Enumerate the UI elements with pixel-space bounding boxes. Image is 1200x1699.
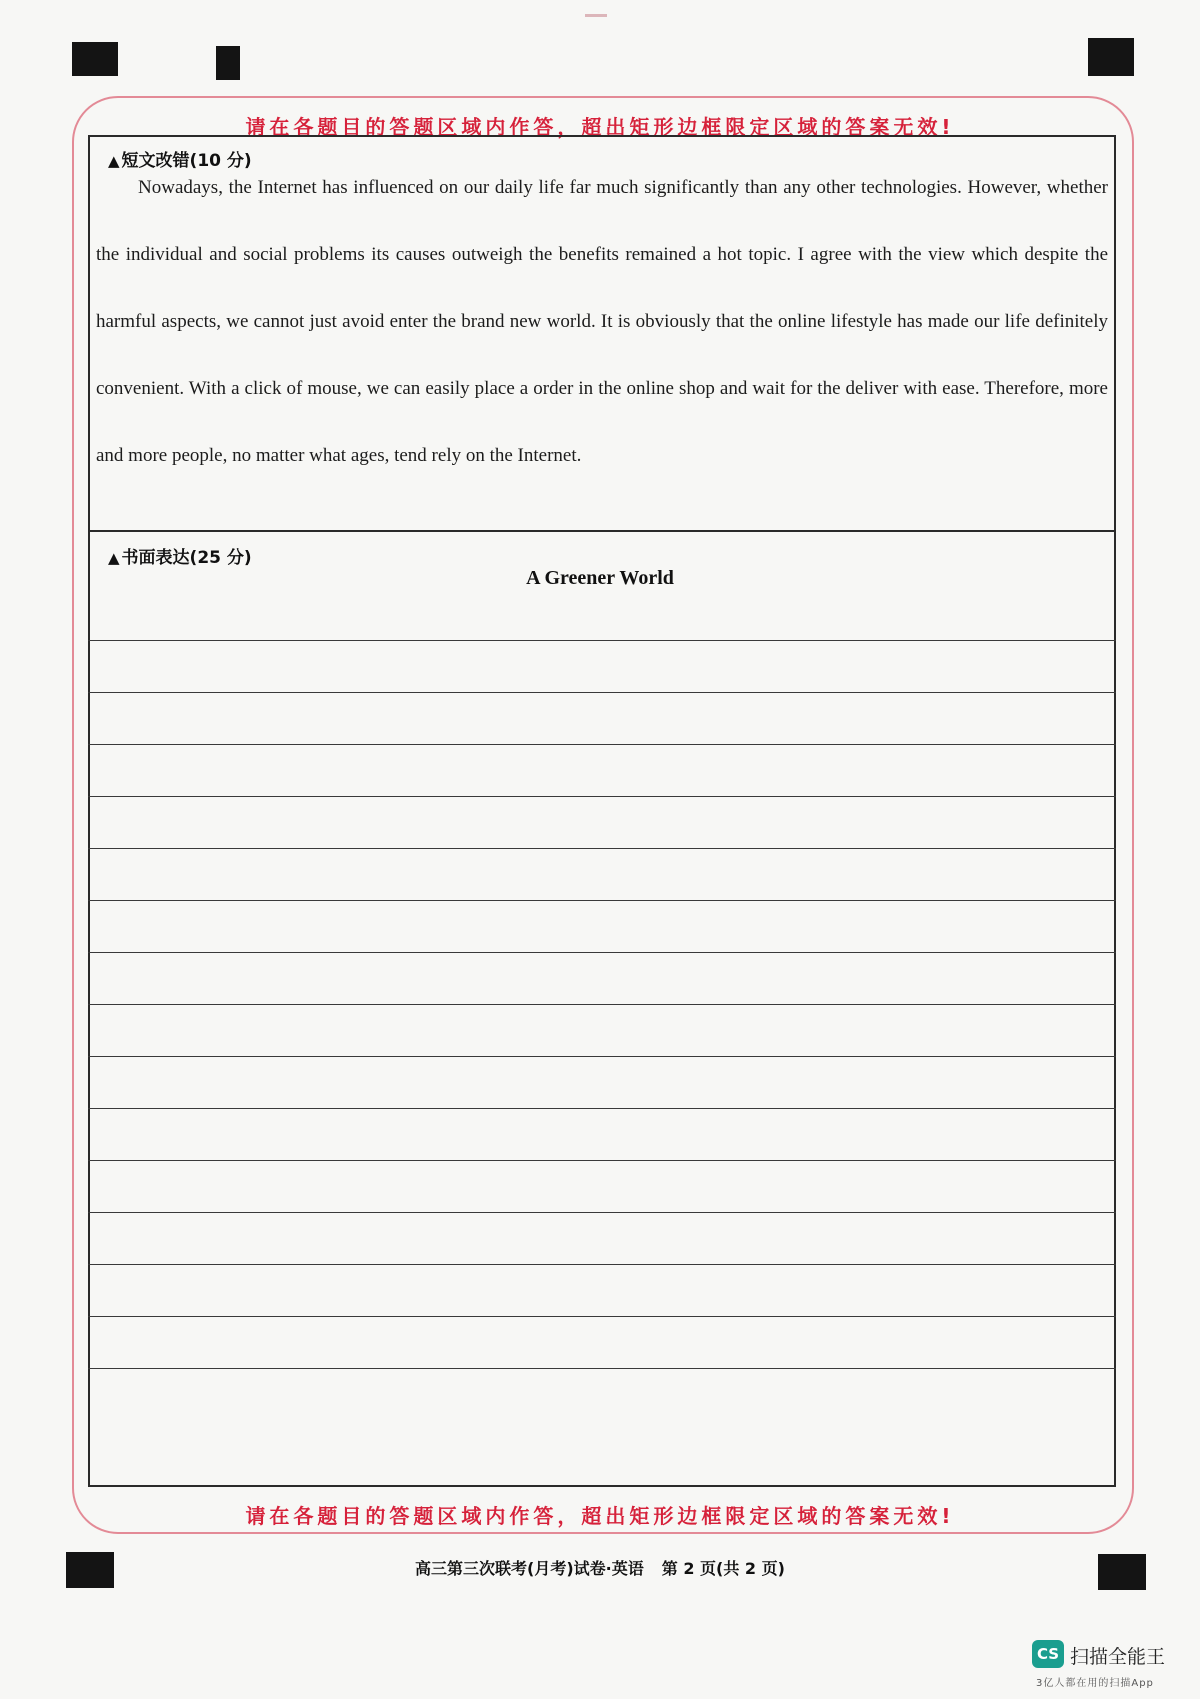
- triangle-icon: ▲: [108, 152, 120, 170]
- registration-mark-top-left: [72, 42, 118, 76]
- writing-line: [88, 640, 1116, 641]
- writing-line: [88, 1368, 1116, 1369]
- page-number: 第 2 页(共 2 页): [661, 1559, 785, 1578]
- writing-heading: [108, 543, 252, 568]
- writing-line: [88, 692, 1116, 693]
- writing-area[interactable]: [88, 640, 1116, 1420]
- writing-line: [88, 952, 1116, 953]
- writing-line: [88, 1056, 1116, 1057]
- triangle-icon: ▲: [108, 549, 120, 567]
- registration-mark-top-center-left: [216, 46, 240, 80]
- correction-heading-label: 短文改错(10 分): [121, 151, 252, 171]
- scan-artifact: [585, 14, 607, 17]
- writing-line: [88, 1264, 1116, 1265]
- writing-heading-label: 书面表达(25 分): [121, 548, 252, 568]
- exam-title: 高三第三次联考(月考)试卷·英语: [415, 1559, 644, 1578]
- essay-title: A Greener World: [526, 567, 674, 589]
- writing-line: [88, 1160, 1116, 1161]
- writing-line: [88, 1108, 1116, 1109]
- bottom-warning-text: 请在各题目的答题区域内作答，超出矩形边框限定区域的答案无效!: [245, 1504, 955, 1528]
- top-warning-text: 请在各题目的答题区域内作答，超出矩形边框限定区域的答案无效!: [245, 115, 955, 139]
- section-divider: [88, 530, 1116, 532]
- writing-line: [88, 796, 1116, 797]
- page-footer: [0, 1556, 1200, 1579]
- scanner-watermark: [1032, 1640, 1182, 1692]
- scanner-app-name: 扫描全能王: [1070, 1646, 1166, 1668]
- writing-line: [88, 848, 1116, 849]
- writing-line: [88, 1316, 1116, 1317]
- writing-line: [88, 744, 1116, 745]
- scanner-tagline: 3亿人都在用的扫描App: [1036, 1678, 1154, 1689]
- writing-line: [88, 1004, 1116, 1005]
- registration-mark-top-right: [1088, 38, 1134, 76]
- cs-logo-icon: CS: [1032, 1640, 1064, 1668]
- writing-line: [88, 900, 1116, 901]
- correction-passage[interactable]: Nowadays, the Internet has influenced on our daily life far much significantly than any other technologies. However, whether the individual and social problems its causes outweigh the benefits remained a hot topic. I agree with the view which despite the harmful aspects, we cannot just avoid enter the brand new world. It is obviously that the online lifestyle has made our life definitely convenient. With a click of mouse, we can easily place a order in the online shop and wait for the deliver with ease. Therefore, more and more people, no matter what ages, tend rely on the Internet.: [96, 177, 1108, 466]
- writing-line: [88, 1212, 1116, 1213]
